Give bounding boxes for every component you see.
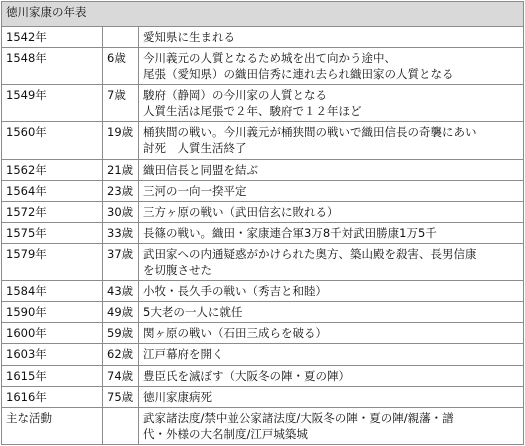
- event-line: 長篠の戦い。織田・家康連合軍3万8千対武田勝康1万5千: [143, 225, 437, 240]
- age-cell: 19歳: [103, 122, 139, 159]
- event-line: 桶狭間の戦い。今川義元が桶狭間の戦いで織田信長の奇襲にあい: [143, 125, 477, 140]
- age-cell: 37歳: [103, 243, 139, 280]
- event-line: 三河の一向一揆平定: [143, 183, 247, 198]
- event-cell: [139, 302, 524, 323]
- event-line: 織田信長と同盟を結ぶ: [143, 162, 258, 177]
- year-cell: 1600年: [2, 323, 103, 344]
- year-cell: 1542年: [2, 27, 103, 48]
- event-cell: [139, 407, 524, 444]
- event-line: 愛知県に生まれる: [143, 30, 235, 44]
- year-cell: 1548年: [2, 48, 103, 85]
- age-cell: 49歳: [103, 302, 139, 323]
- age-cell: 23歳: [103, 180, 139, 201]
- event-line: 武家諸法度/禁中並公家諸法度/大阪冬の陣・夏の陣/親藩・譜: [143, 410, 454, 425]
- event-line: 今川義元の人質となるため城を出て向かう途中、: [143, 51, 396, 66]
- age-cell: 21歳: [103, 159, 139, 180]
- event-line: 駿府（静岡）の今川家の人質となる: [143, 88, 327, 103]
- event-cell: [139, 281, 524, 302]
- event-line: 関ヶ原の戦い（石田三成らを破る）: [143, 326, 327, 341]
- table-row: [2, 365, 524, 386]
- year-cell: 1616年: [2, 386, 103, 407]
- table-row: [2, 302, 524, 323]
- year-cell: 1575年: [2, 222, 103, 243]
- event-cell: [139, 243, 524, 280]
- age-cell: [103, 407, 139, 444]
- year-cell: 1584年: [2, 281, 103, 302]
- event-cell: [139, 180, 524, 201]
- year-cell: 1549年: [2, 85, 103, 122]
- year-cell: 1564年: [2, 180, 103, 201]
- table-row: [2, 180, 524, 201]
- table-row: [2, 27, 524, 48]
- event-cell: [139, 159, 524, 180]
- age-cell: 6歳: [103, 48, 139, 85]
- event-cell: [139, 344, 524, 365]
- event-cell: [139, 323, 524, 344]
- year-cell: 1590年: [2, 302, 103, 323]
- table-row: [2, 323, 524, 344]
- event-line: 人質生活は尾張で２年、駿府で１２年ほど: [143, 104, 362, 119]
- event-line: 江戸幕府を開く: [143, 347, 224, 362]
- event-cell: [139, 85, 524, 122]
- table-row: [2, 243, 524, 280]
- event-line: 武田家への内通疑惑がかけられた奥方、築山殿を殺害、長男信康: [143, 246, 477, 261]
- age-cell: 75歳: [103, 386, 139, 407]
- timeline-table: [1, 1, 524, 445]
- table-row: [2, 344, 524, 365]
- event-line: 豊臣氏を滅ぼす（大阪冬の陣・夏の陣）: [143, 368, 350, 383]
- age-cell: 43歳: [103, 281, 139, 302]
- year-cell: 1562年: [2, 159, 103, 180]
- age-cell: 33歳: [103, 222, 139, 243]
- table-title: 徳川家康の年表: [2, 2, 524, 27]
- table-row: [2, 85, 524, 122]
- event-cell: [139, 48, 524, 85]
- year-cell: 1603年: [2, 344, 103, 365]
- year-cell: 1615年: [2, 365, 103, 386]
- year-cell: 主な活動: [2, 407, 103, 444]
- age-cell: 62歳: [103, 344, 139, 365]
- table-row: [2, 48, 524, 85]
- age-cell: 74歳: [103, 365, 139, 386]
- event-line: 三方ヶ原の戦い（武田信玄に敗れる）: [143, 204, 339, 219]
- event-line: 尾張（愛知県）の織田信秀に連れ去られ織田家の人質となる: [143, 67, 454, 82]
- event-cell: [139, 365, 524, 386]
- table-row: [2, 407, 524, 444]
- table-row: [2, 159, 524, 180]
- year-cell: 1579年: [2, 243, 103, 280]
- event-line: を切腹させた: [143, 262, 212, 277]
- table-row: [2, 386, 524, 407]
- table-row: [2, 222, 524, 243]
- event-cell: [139, 386, 524, 407]
- year-cell: 1572年: [2, 201, 103, 222]
- event-cell: [139, 122, 524, 159]
- event-cell: [139, 222, 524, 243]
- table-row: [2, 201, 524, 222]
- age-cell: 59歳: [103, 323, 139, 344]
- event-line: 討死 人質生活終了: [143, 141, 247, 156]
- event-cell: [139, 27, 524, 48]
- event-line: 代・外様の大名制度/江戸城築城: [143, 426, 308, 441]
- age-cell: 30歳: [103, 201, 139, 222]
- table-row: [2, 281, 524, 302]
- age-cell: [103, 27, 139, 48]
- event-line: 5大老の一人に就任: [143, 305, 243, 320]
- year-cell: 1560年: [2, 122, 103, 159]
- title-row: [2, 2, 524, 27]
- event-line: 小牧・長久手の戦い（秀吉と和睦）: [143, 284, 327, 299]
- event-line: 徳川家康病死: [143, 389, 212, 404]
- age-cell: 7歳: [103, 85, 139, 122]
- event-cell: [139, 201, 524, 222]
- table-row: [2, 122, 524, 159]
